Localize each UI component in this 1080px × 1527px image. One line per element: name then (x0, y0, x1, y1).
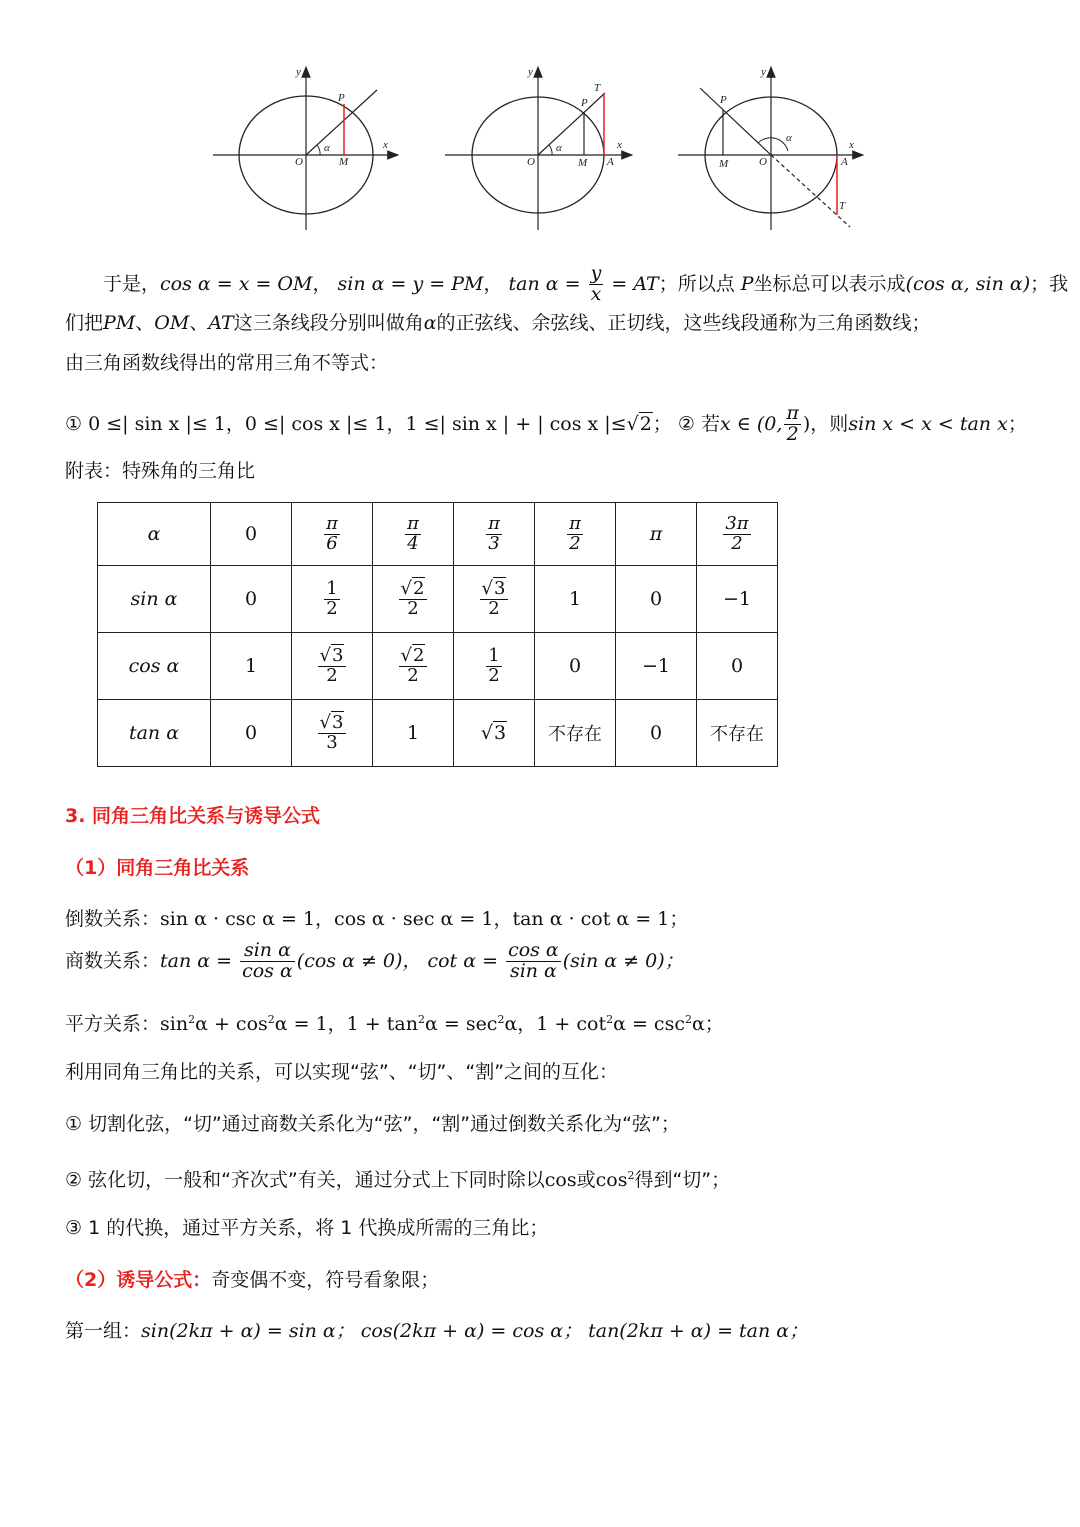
paragraph-inequalities-intro: 由三角函数线得出的常用三角不等式： (65, 352, 389, 374)
special-angle-table (97, 502, 778, 767)
alpha-label: α (786, 132, 792, 144)
m-label: M (578, 157, 588, 169)
o-label: O (759, 156, 767, 168)
y-label: y (528, 66, 533, 78)
paragraph-coordinates: 于是，cos α = x = OM， sin α = y = PM， tan α = $\frac{y}{x}$ = AT；所以点 P坐标总可以表示成(cos α, sin α)；我 (103, 262, 1069, 305)
x-label: x (617, 139, 622, 151)
table-row-sin: sin α 0 $\frac{1}{2}$ $\frac{√2}{2}$ $\frac{√3}{2}$ 1 0 −1 (98, 566, 778, 633)
induction-group-1: 第一组：sin(2kπ + α) = sin α； cos(2kπ + α) = cos α； tan(2kπ + α) = tan α； (65, 1320, 809, 1342)
alpha-label: α (324, 142, 330, 154)
trig-line-diagrams (0, 55, 1080, 235)
quotient-relations: 商数关系：tan α = $\frac{\text{sin α}}{\text{cos α}}$ (cos α ≠ 0)， cot α = $\frac{\text{cos α}}{\text{sin α}}$ (sin α ≠ 0)； (65, 939, 684, 982)
section-title: 3. 同角三角比关系与诱导公式 (65, 805, 321, 827)
inequalities-line: ① 0 ≤| sin x |≤ 1，0 ≤| cos x |≤ 1，1 ≤| sin x | + | cos x |≤√2； ② 若x ∈ (0, $\frac{\pi}{2}$ )，则sin x < x < tan x； (65, 402, 1027, 445)
a-label: A (607, 156, 614, 168)
table-title: 附表：特殊角的三角比 (65, 460, 256, 482)
table-row-tan: tan α 0 $\frac{√3}{3}$ 1 √3 不存在 0 不存在 (98, 700, 778, 767)
diagram-quadrant-1 (213, 66, 398, 230)
m-label: M (339, 156, 349, 168)
square-relations: 平方关系：$\sin^2\alpha + \cos^2\alpha = 1$，$1 + \tan^2\alpha = \sec^2\alpha$，$1 + \cot^2\alpha = \csc^2\alpha$； (65, 1013, 724, 1035)
p-label: P (338, 92, 345, 104)
t-label: T (839, 200, 846, 212)
m-label: M (719, 158, 729, 170)
conversion-item-3: ③ 1 的代换，通过平方关系，将 1 代换成所需的三角比； (65, 1217, 549, 1239)
t-label: T (594, 82, 601, 94)
reciprocal-relations: 倒数关系：sin α · csc α = 1，cos α · sec α = 1，tan α · cot α = 1； (65, 908, 689, 930)
subsection-title-1: （1）同角三角比关系 (65, 857, 250, 879)
diagram-tangent-line (445, 66, 632, 230)
diagram-quadrant-2 (678, 66, 863, 230)
conversion-intro: 利用同角三角比的关系，可以实现“弦”、“切”、“割”之间的互化： (65, 1061, 619, 1083)
y-over-x-fraction: $\frac{y}{x}$ (590, 262, 602, 305)
p-label: P (581, 97, 588, 109)
x-label: x (383, 139, 388, 151)
x-label: x (849, 139, 854, 151)
o-label: O (295, 156, 303, 168)
a-label: A (841, 156, 848, 168)
conversion-item-1: ① 切割化弦，“切”通过商数关系化为“弦”，“割”通过倒数关系化为“弦”； (65, 1113, 680, 1135)
subsection-title-2: （2）诱导公式：奇变偶不变，符号看象限； (65, 1269, 440, 1291)
conversion-item-2: ② 弦化切，一般和“齐次式”有关，通过分式上下同时除以cos或$\cos^2$得到“切”； (65, 1169, 731, 1191)
pi-over-2-fraction: $\frac{\pi}{2}$ (786, 402, 799, 445)
y-label: y (761, 66, 766, 78)
paragraph-trig-lines: 们把PM、OM、AT这三条线段分别叫做角α的正弦线、余弦线、正切线，这些线段通称为三角函数线； (65, 312, 931, 334)
table-row-cos: cos α 1 $\frac{√3}{2}$ $\frac{√2}{2}$ $\frac{1}{2}$ 0 −1 0 (98, 633, 778, 700)
p-label: P (720, 94, 727, 106)
alpha-label: α (556, 142, 562, 154)
y-label: y (296, 66, 301, 78)
table-row-header: α 0 $\frac{\pi}{6}$ $\frac{\pi}{4}$ $\frac{\pi}{3}$ $\frac{\pi}{2}$ π $\frac{3\pi}{2}$ (98, 503, 778, 566)
o-label: O (527, 156, 535, 168)
